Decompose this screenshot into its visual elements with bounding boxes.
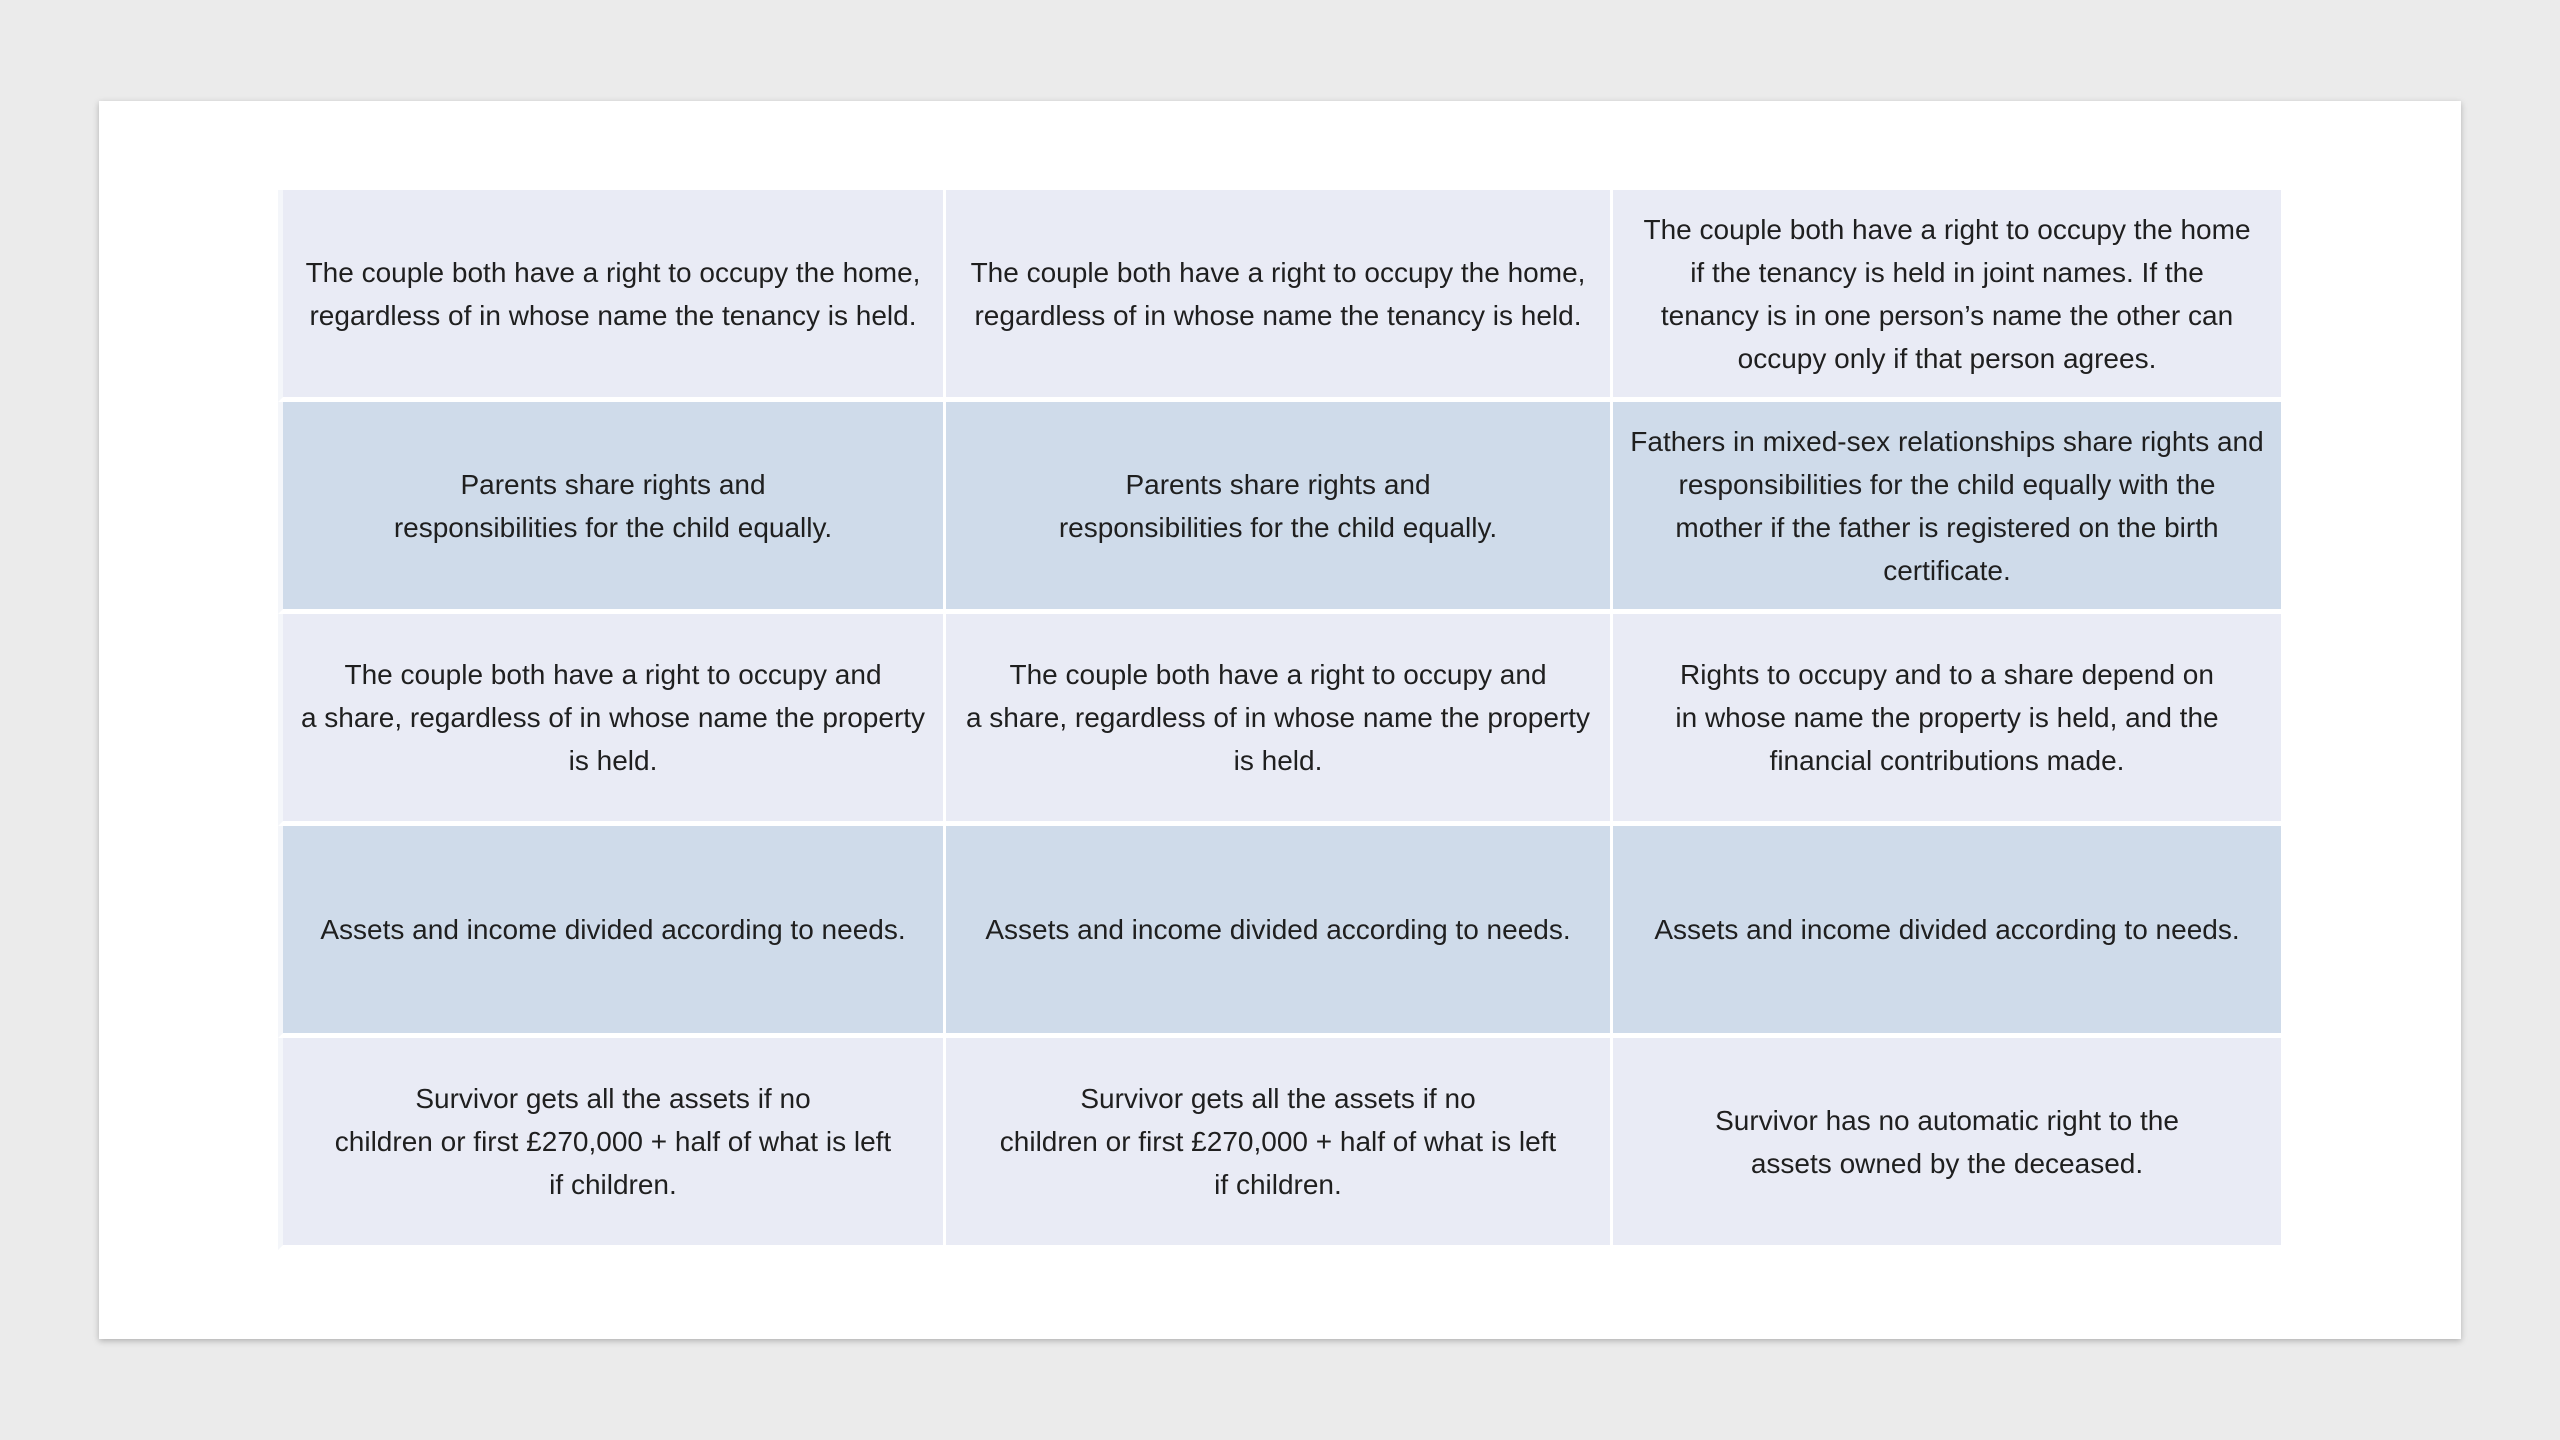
table-cell [1613,1038,2281,1250]
cell-text: Parents share rights and responsibilities for the child equally. [393,468,833,543]
table-cell [278,826,946,1038]
cell-text: The couple both have a right to occupy and a share, regardless of in whose name the property is held. [300,659,926,776]
cell-text: The couple both have a right to occupy the home, regardless of in whose name the tenancy is held. [970,256,1586,331]
table-cell [946,402,1613,614]
cell-text: The couple both have a right to occupy the home if the tenancy is held in joint names. If the tenancy is in one person’s name the other can occupy only if that person agrees. [1643,213,2251,374]
cell-text: Assets and income divided according to needs. [985,914,1571,945]
slide [99,101,2461,1339]
table-cell [1613,402,2281,614]
table-cell [1613,826,2281,1038]
cell-text: Assets and income divided according to needs. [320,914,906,945]
table-cell [946,826,1613,1038]
cell-text: Fathers in mixed-sex relationships share rights and responsibilities for the child equally with the mother if the father is registered on the birth certificate. [1630,425,2264,586]
comparison-table [278,190,2281,1250]
table-cell [946,614,1613,826]
table-cell [278,1038,946,1250]
cell-text: Survivor has no automatic right to the assets owned by the deceased. [1715,1104,2179,1179]
cell-text: Survivor gets all the assets if no children or first £270,000 + half of what is left if children. [334,1083,892,1200]
table-cell [946,190,1613,402]
table-cell [278,402,946,614]
table-cell [278,614,946,826]
table-cell [946,1038,1613,1250]
cell-text: Rights to occupy and to a share depend on in whose name the property is held, and the financial contributions made. [1675,659,2219,776]
table-cell [1613,614,2281,826]
table-cell [1613,190,2281,402]
cell-text: Parents share rights and responsibilities for the child equally. [1058,468,1498,543]
table-cell [278,190,946,402]
cell-text: Assets and income divided according to needs. [1654,914,2240,945]
cell-text: The couple both have a right to occupy and a share, regardless of in whose name the property is held. [965,659,1591,776]
cell-text: Survivor gets all the assets if no children or first £270,000 + half of what is left if children. [999,1083,1557,1200]
cell-text: The couple both have a right to occupy the home, regardless of in whose name the tenancy is held. [305,256,921,331]
